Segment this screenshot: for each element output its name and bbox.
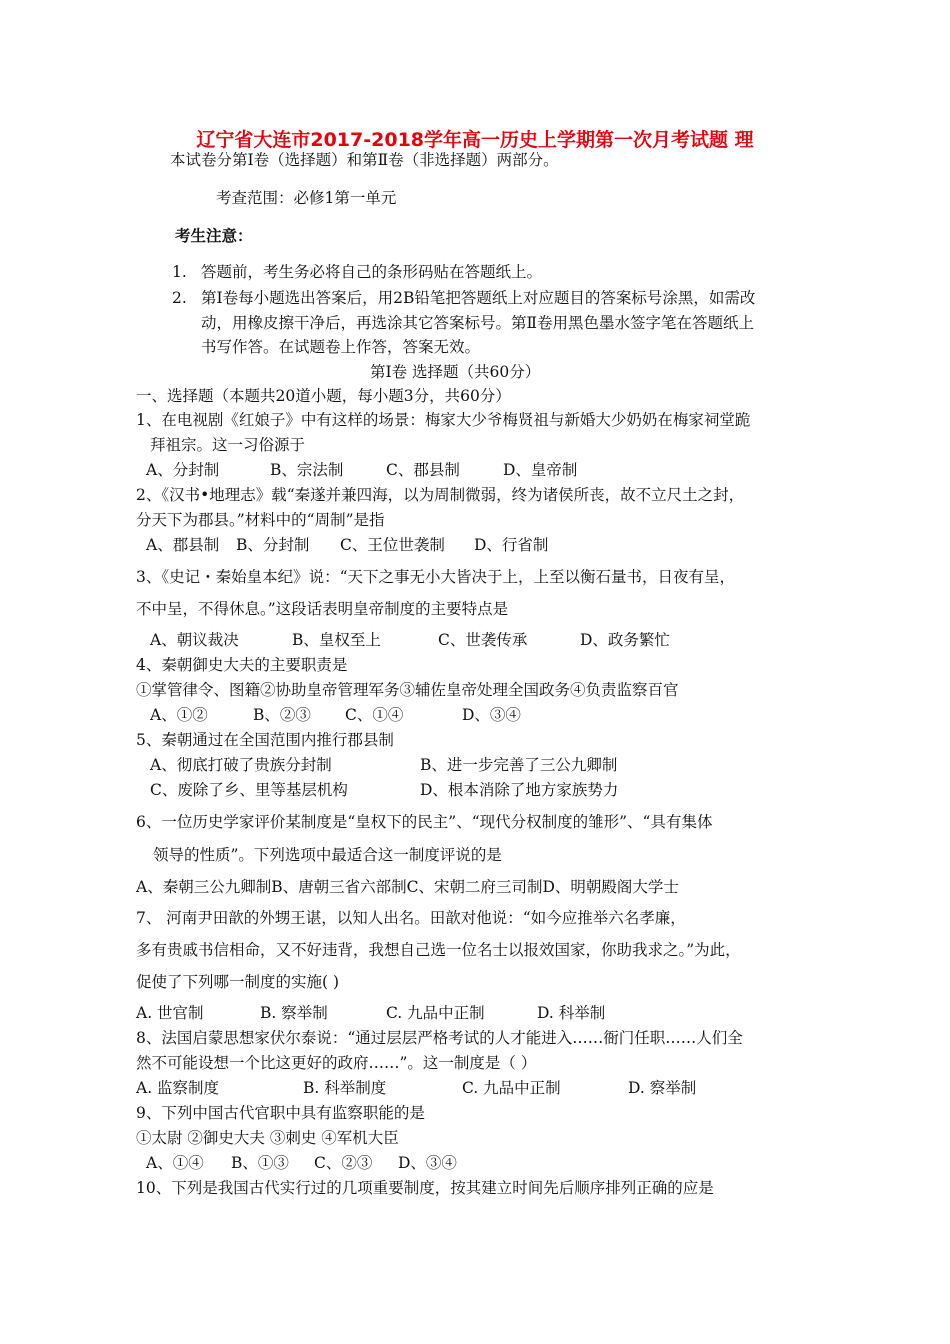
option-a: A、朝议裁决 <box>150 631 239 649</box>
question-stem: 1、在电视剧《红娘子》中有这样的场景：梅家大少爷梅贤祖与新婚大少奶奶在梅家祠堂跪 <box>136 411 751 429</box>
notice-heading: 考生注意： <box>175 226 253 245</box>
question-stem: 9、下列中国古代官职中具有监察职能的是 <box>136 1104 425 1122</box>
notice-text: 动，用橡皮擦干净后，再选涂其它答案标号。第Ⅱ卷用黑色墨水签字笔在答题纸上 <box>201 314 755 332</box>
question-stem: 分天下为郡县。”材料中的“周制”是指 <box>136 511 385 529</box>
option-c: C、郡县制 <box>386 461 460 479</box>
question-stem: 4、秦朝御史大夫的主要职责是 <box>136 656 348 674</box>
question-stem: 6、一位历史学家评价某制度是“皇权下的民主”、“现代分权制度的雏形”、“具有集体 <box>136 813 713 831</box>
question-stem: 10、下列是我国古代实行过的几项重要制度，按其建立时间先后顺序排列正确的应是 <box>136 1179 714 1197</box>
question-stem: 不中呈，不得休息。”这段话表明皇帝制度的主要特点是 <box>136 600 509 618</box>
option-c: C、①④ <box>345 706 404 724</box>
option-d: D、根本消除了地方家族势力 <box>420 781 619 799</box>
option-c: C、世袭传承 <box>438 631 528 649</box>
question-stem: 3、《史记・秦始皇本纪》说：“天下之事无小大皆决于上，上至以衡石量书，日夜有呈， <box>136 568 736 586</box>
exam-title: 辽宁省大连市2017-2018学年高一历史上学期第一次月考试题 理 <box>196 129 754 151</box>
intro-text: 本试卷分第Ⅰ卷（选择题）和第Ⅱ卷（非选择题）两部分。 <box>170 151 559 169</box>
option-d: D. 察举制 <box>628 1079 697 1097</box>
question-stem: 7、 河南尹田歆的外甥王谌，以知人出名。田歆对他说：“如今应推举六名孝廉， <box>136 909 686 927</box>
question-stem: 2、《汉书•地理志》载“秦遂并兼四海，以为周制微弱，终为诸侯所丧，故不立尺土之封， <box>136 486 745 504</box>
option-a: A、彻底打破了贵族分封制 <box>150 756 332 774</box>
scope-text: 考查范围：必修1第一单元 <box>216 189 397 207</box>
option-d: D、③④ <box>462 706 521 724</box>
notice-number: 2. <box>172 289 187 307</box>
option-a: A. 世官制 <box>136 1004 204 1022</box>
option-b: B、分封制 <box>236 536 310 554</box>
notice-text: 答题前，考生务必将自己的条形码贴在答题纸上。 <box>201 263 543 281</box>
question-stem: 领导的性质”。下列选项中最适合这一制度评说的是 <box>153 846 502 864</box>
option-a: A. 监察制度 <box>136 1079 220 1097</box>
question-stem: 然不可能设想一个比这更好的政府……”。这一制度是（ ） <box>136 1054 537 1072</box>
option-c: C. 九品中正制 <box>462 1079 561 1097</box>
notice-text: 书写作答。在试题卷上作答，答案无效。 <box>201 338 481 356</box>
option-d: D、行省制 <box>474 536 549 554</box>
option-b: B、进一步完善了三公九卿制 <box>420 756 618 774</box>
option-a: A、分封制 <box>146 461 220 479</box>
option-b: B、宗法制 <box>270 461 344 479</box>
option-d: D、皇帝制 <box>503 461 578 479</box>
question-stem: 8、法国启蒙思想家伏尔泰说：“通过层层严格考试的人才能进入……衙门任职……人们全 <box>136 1029 743 1047</box>
notice-number: 1. <box>172 263 187 281</box>
option-c: C、②③ <box>314 1154 373 1172</box>
option-d: D. 科举制 <box>537 1004 606 1022</box>
question-stem: ①掌管律令、图籍②协助皇帝管理军务③辅佐皇帝处理全国政务④负责监察百官 <box>136 681 679 699</box>
option-b: B. 察举制 <box>260 1004 328 1022</box>
option-c: C、废除了乡、里等基层机构 <box>150 781 348 799</box>
question-stem: 拜祖宗。这一习俗源于 <box>150 436 306 454</box>
option-b: B、②③ <box>253 706 311 724</box>
option-d: D、③④ <box>398 1154 457 1172</box>
option-b: B. 科举制度 <box>303 1079 387 1097</box>
part-heading: 一、选择题（本题共20道小题，每小题3分，共60分） <box>136 387 511 405</box>
option-b: B、皇权至上 <box>292 631 381 649</box>
option-c: C. 九品中正制 <box>386 1004 485 1022</box>
option-a: A、郡县制 <box>146 536 220 554</box>
option-a: A、①④ <box>146 1154 204 1172</box>
option-d: D、政务繁忙 <box>580 631 670 649</box>
question-stem: 5、秦朝通过在全国范围内推行郡县制 <box>136 731 394 749</box>
notice-text: 第Ⅰ卷每小题选出答案后，用2B铅笔把答题纸上对应题目的答案标号涂黑，如需改 <box>201 289 756 307</box>
question-stem: 促使了下列哪一制度的实施( ) <box>136 973 340 991</box>
option-c: C、王位世袭制 <box>340 536 445 554</box>
option-a: A、①② <box>150 706 208 724</box>
option-b: B、①③ <box>231 1154 289 1172</box>
options-line: A、秦朝三公九卿制B、唐朝三省六部制C、宋朝二府三司制D、明朝殿阁大学士 <box>136 878 679 896</box>
question-stem: ①太尉 ②御史大夫 ③刺史 ④军机大臣 <box>136 1129 399 1147</box>
question-stem: 多有贵戚书信相命，又不好违背，我想自己选一位名士以报效国家，你助我求之。”为此， <box>136 941 741 959</box>
section-title: 第Ⅰ卷 选择题（共60分） <box>370 363 541 381</box>
